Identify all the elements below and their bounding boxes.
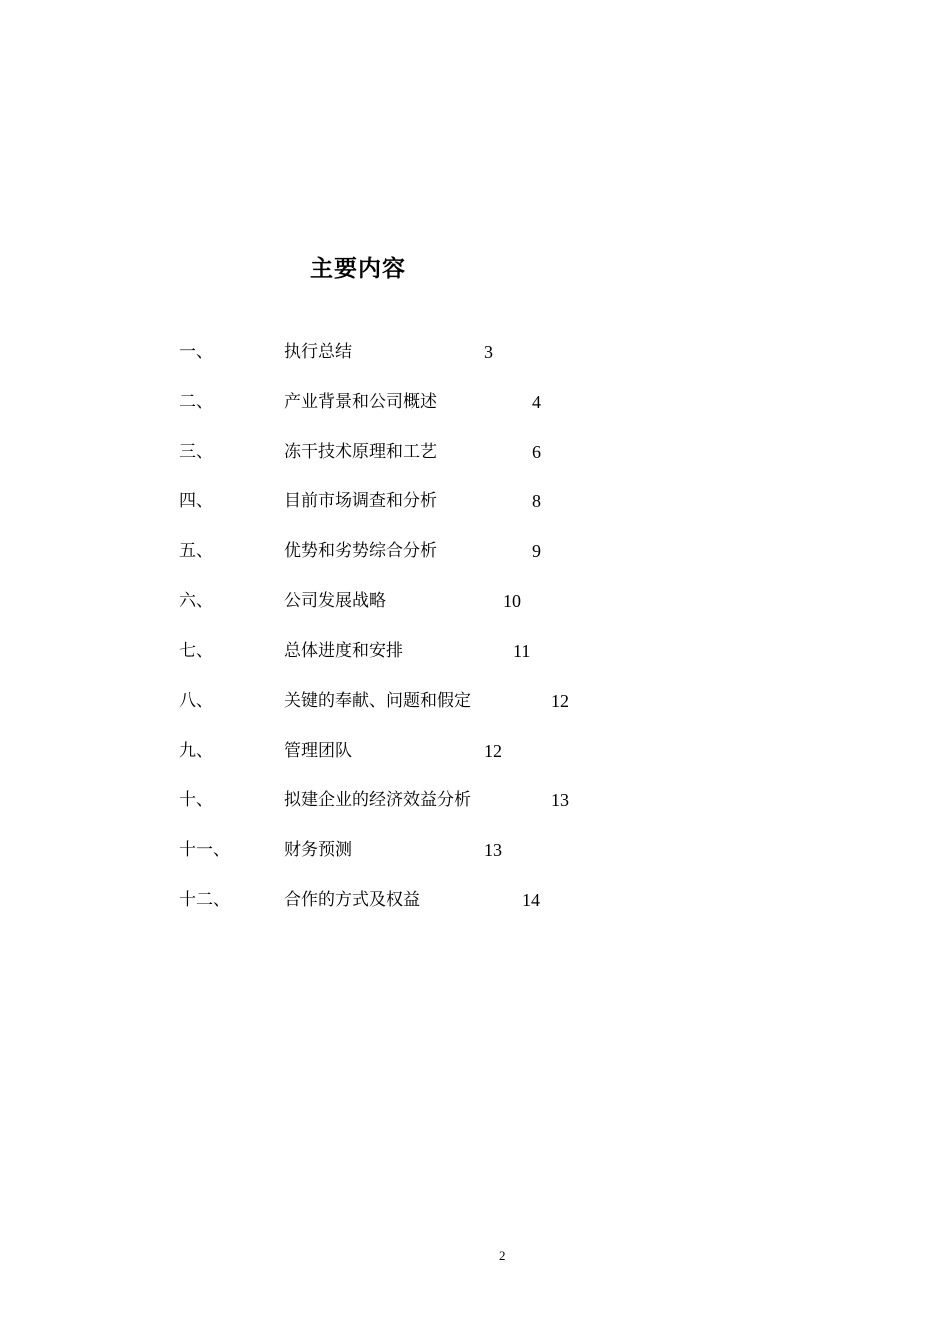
toc-entry [0, 788, 950, 812]
toc-entry-page: 13 [484, 840, 502, 860]
toc-entry-page: 10 [503, 591, 521, 611]
toc-entry [0, 390, 950, 414]
toc-entry-number: 三、 [179, 442, 213, 462]
page-title: 主要内容 [310, 256, 406, 282]
toc-entry-label: 执行总结 [284, 342, 352, 362]
toc-entry [0, 340, 950, 364]
toc-entry-page: 8 [532, 491, 541, 511]
toc-entry-number: 十一、 [179, 840, 230, 860]
toc-entry-label: 财务预测 [284, 840, 352, 860]
toc-entry-page: 12 [551, 691, 569, 711]
toc-entry-number: 十二、 [179, 890, 230, 910]
toc-entry-number: 四、 [179, 491, 213, 511]
toc-entry-page: 4 [532, 392, 541, 412]
toc-entry-label: 合作的方式及权益 [284, 890, 420, 910]
toc-entry-label: 优势和劣势综合分析 [284, 541, 437, 561]
toc-entry-label: 目前市场调查和分析 [284, 491, 437, 511]
toc-entry-number: 一、 [179, 342, 213, 362]
toc-entry-page: 13 [551, 790, 569, 810]
toc-entry-number: 八、 [179, 691, 213, 711]
toc-entry-number: 五、 [179, 541, 213, 561]
toc-entry-label: 冻干技术原理和工艺 [284, 442, 437, 462]
toc-entry-page: 12 [484, 741, 502, 761]
toc-entry-number: 七、 [179, 641, 213, 661]
toc-entry-number: 九、 [179, 741, 213, 761]
toc-entry-number: 六、 [179, 591, 213, 611]
toc-entry [0, 888, 950, 912]
toc-entry [0, 539, 950, 563]
toc-entry-label: 产业背景和公司概述 [284, 392, 437, 412]
toc-entry-number: 十、 [179, 790, 213, 810]
toc-entry-page: 3 [484, 342, 493, 362]
toc-entry [0, 589, 950, 613]
toc-entry [0, 838, 950, 862]
toc-entry-label: 关键的奉献、问题和假定 [284, 691, 471, 711]
toc-entry [0, 639, 950, 663]
toc-entry-label: 公司发展战略 [284, 591, 386, 611]
toc-entry [0, 489, 950, 513]
toc-entry-page: 14 [522, 890, 540, 910]
toc-entry-number: 二、 [179, 392, 213, 412]
toc-entry [0, 689, 950, 713]
toc-entry-page: 6 [532, 442, 541, 462]
toc-entry [0, 739, 950, 763]
toc-entry-page: 11 [513, 641, 531, 661]
toc-entry [0, 440, 950, 464]
toc-entry-label: 拟建企业的经济效益分析 [284, 790, 471, 810]
page-number: 2 [499, 1248, 506, 1263]
toc-entry-label: 总体进度和安排 [284, 641, 403, 661]
toc-entry-label: 管理团队 [284, 741, 352, 761]
toc-entry-page: 9 [532, 541, 541, 561]
